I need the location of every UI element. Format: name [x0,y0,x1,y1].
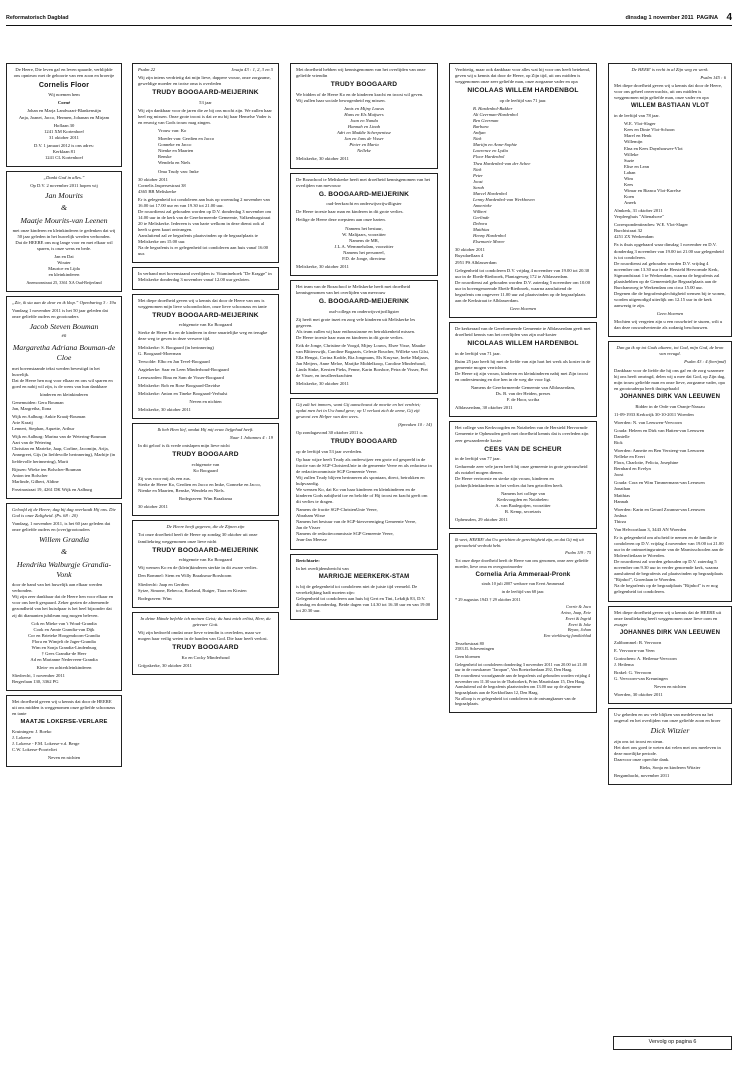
body-text: zijn ons tot troost en steun. Het doet ons goed te weten dat velen met ons meeleven in deze moeilijke periode. Daarvoor onze oprechte dank. [614,738,721,762]
correspondence-address: Correspondentieadres: W.E. Vlot-Slager Burchtstraat 32 4251 ZX Werkendam [614,222,688,240]
family-line: kinderen en kleinkinderen [40,391,88,397]
signatories: Namens de Gereformeerde Gemeente van Alblasserdam, Ds. B. van der Heiden, preses F. de Hoor, scriba [470,385,576,403]
intro: In het overlijdensbericht van [296,565,349,571]
deceased-name: TRUDY BOOGAARD-MEIJERINK [152,89,259,97]
family-row: Brakel: G. Vervoorn G. Vervoorn-van Kreuningen [614,669,668,681]
family-row: Den Bommel: Siem en Willy Braaksma-Borsboom [138,573,232,579]
deceased-name: NICOLAAS WILLEM HARDENBOL [467,340,579,348]
address: Meliskerke, 30 oktober 2011 [296,263,349,269]
deceased-name: JOHANNES DIRK VAN LEEUWEN [619,393,721,400]
body-text: Ruim 25 jaar heeft hij met de liefde van zijn hart het werk als koster in de gemeente mogen verrichten. De Heere zij zijn vrouw, kinderen en kleinkinderen nabij met Zijn troost en ondersteuning en doe hen in de weg die voor ligt. [455,358,591,383]
signatories: Namens de fractie SGP-ChristenUnie Veere, Abraham Wisse Namens het bestuur van de SGP-kiesvereniging Gemeente Veere, Jan de Visser Namens de redactiecommissie SGP Gemeente Veere, Jean-Jan Meesse [296,507,417,543]
grandchildren-line: Klein- en achterkleinkinderen [36,665,92,670]
spouse-line: echtgenote van Ko Boogaard [178,322,233,328]
intro: Tot onze diepe droefheid heeft de Heere van ons genomen, onze zeer geliefde moeder, lieve oma en overgrootmoeder [455,557,589,569]
child-name: Cornelis Floor [38,82,90,90]
family-row: Gouda: Heleen en Dirk van Hatten-van Leeuwen Danielle Rick [614,427,705,445]
intro: De kerkeraad van de Gereformeerde Gemeente te Alblasserdam geeft met droefheid kennis van het overlijden van zijn oud-koster [455,326,591,338]
age: 53 jaar [199,99,212,105]
deceased-name: NICOLAAS WILLEM HARDENBOL [467,87,579,95]
deceased-name: TRUDY BOOGAARD [330,81,398,89]
spouse-2-name: Margaretha Adriana Bouman-de Cloe [12,343,116,363]
spouse-line: echtgenote van Ko Boogaard [178,557,233,563]
deceased-name: TRUDY BOOGAARD-MEIJERINK [152,546,259,554]
psalm-ref: Psalm 22 [138,67,156,72]
address: Opheusden, 29 oktober 2011 [455,516,508,522]
signatories: Ko en Cocky Minderhoud [181,654,230,660]
family-list: B. Hardenbol-Bakker Ali Geerman-Hardenbol Ben Geerman Barbara Ardjan Niek Martijn en Anne-Sophie Lawrence en Lydia Floor Hardenbol Thea Hardenbol-van der Schee Niek Peter Joost Sarah Marcel Hardenbol Lenny Hardenbol-van Werkhoven Annerieke Wilbert Gerlinde Debora Matthias Henny Hardenbol Elsemarie Moree [473,105,535,245]
ampersand: & [60,547,68,557]
verse: De Heere heeft gegeven, die de Zijnen zijn [166,524,245,530]
new-address: D.V. 1 januari 2012 is ons adres: Kerklaan 81 1241 CL Kortenhoef [34,142,94,160]
verse-ref: Psalm 145 : 6 [700,75,726,81]
address: Anemoonstraat 25, 3361 XA Oud-Beijerland [26,280,102,286]
masthead [6,12,732,26]
ampersand: & [60,203,68,213]
deceased-name: G. BOOGAARD-MEIJERINK [318,298,410,306]
intro: Op zondagavond 30 oktober 2011 is [296,429,363,435]
family-row: Gouda: Cora en Wim Timmermans-van Leeuwen Jonathan Matthias Hannah [614,480,705,504]
continued-label: Vervolg op pagina 6 [648,1039,697,1046]
verse: Heilige de Heere deze roepstem aan onze harten. [296,217,386,223]
family-row: Moeder van: Gerdien en Jacco Gonneke en Jacco Nienke en Maarten Renske Wendela en Niels [158,136,215,166]
verse: De HEER' is recht in al Zijn weg en werk. [631,67,709,72]
family-row: Leeuwarden: Bina en Sam de Visser-Boogaard [138,374,224,380]
date: 30 oktober 2011 [138,504,168,510]
signatories: Namens het bestuur, W. Malijaars, voorzitter Namens de MR, J.L.A. Wemmelsdam, voorzitter Namens het personeel, P.D. de Jonge, directeur [334,225,394,261]
verse-ref: Naar 1 Johannes 4 : 19 [229,435,273,441]
signatory: Bodegraven: Wim Braaksma [178,496,233,502]
signatories: Janis en Mijny Louws Hans en Els Muijsers Joan en Nanda Hannah en Linah Adri en Maddie Scherpenisse Jan en Jans de Visser Pieter en Maria Nelleke [337,105,391,154]
spouse-1-name: Willem Grandia [38,535,90,545]
family-row: Woerden: Karin en Gerard Zwanna-van Leeuwen Joshua Thirza [614,506,705,524]
column-1 [6,63,122,771]
verse-row [138,67,273,73]
closing-line: Geen bloemen [509,305,537,311]
family-row: Wijk en Aalburg: Marina van de Wetering-Bouman Aart van de Wetering Christian en Marieke, Jaap, Corline, Jacomijn, Arija, Annegreet, Gijs (in liefdevolle herinnering), Marhije (in liefdevolle herinnering), Marit [12,434,116,464]
family-row: Genemuiden: Gera Bouman Jan, Margretha, Ilona [12,399,64,411]
age: in de leeftijd van 77 jaar. [455,456,501,462]
family-list: Kruiningen: J. Boeko J. Lokerse J. Lokerse - F.M. Lokerse-v.d. Berge C.W. Lokerse-Poortvliet [12,729,80,753]
intro: Uw gebeden en uw vele blijken van medeleven na het ongeval en het overlijden van onze geliefde zoon en broer [614,712,721,724]
address: Van Helvoortlaan 3, 3443 AN Woerden [614,526,687,532]
verse: De Heere, Die leven gaf en leven spaarde, verblijdde ons opnieuw met de geboorte van een zoon en broertje [13,67,115,79]
family-row: Sliedrecht: Jaap en Gerdien Sytze, Simone, Rebecca, Roeland, Rutger, Tiara en Kirsten [138,581,247,593]
funeral-details: Pa is thuis opgebaard waar dinsdag 1 november en D.V. donderdag 3 november van 19.00 tot 21.00 uur gelegenheid is tot condoleren. De rouwdienst zal gehouden worden D.V. vrijdag 4 november om 13.30 uur in de Hersteld Hervormde Kerk, Sigmondstraat 1 te Werkendam, waarna de begrafenis zal plaatshebben op de Gemeentelijke Begraafplaats aan de Burchamweg te Werkendam om circa 15.00 uur. Degenen die de begrafenisplechtigheid wensen bij te wonen, worden uitgenodigd uiterlijk om 12.15 uur in de kerk aanwezig te zijn. [614,242,726,309]
role-line: oud-leerkracht en onderwijsvrijwilligster [326,201,402,207]
age: in de leeftijd van 68 jaar. [501,589,545,595]
address: Bergambacht, november 2011 [614,772,670,778]
family-row: Aagtekerke: Saar en Leen Minderhoud-Boogaard [138,366,229,372]
family-list: W.E. Vlot-Slager Kees en Dinie Vlot-Schoon Marel en Henk Willemijn Elna en Kees Daynhouwer-Vlot Willeke Suzie Elise en Lean Laban Wim Kees Wimar en Bianca Vlot-Karelse Koen Aneek [624,121,683,206]
signatories: Jan en Dai Wouter Maurice en Lijda en kleinkinderen [48,254,80,278]
address: Hoflaan 30 1241 XM Kortenhoef 31 oktober 2011 [44,122,84,140]
intro: Vandaag, 1 november 2011, is het 60 jaar geleden dat onze geliefde ouders en (over)grootouders [12,520,111,532]
conjunction: en [61,334,67,340]
verse: Dan ga ik op tot Gods altaren, tot God, mijn God, de bron van vreugd. [616,345,724,357]
obituary-boogaard-friends [132,612,279,675]
body-text: Op haar wijze heeft Trudy als onderwijzer een grote rol gespeeld in de fractie van de SGP-ChristenUnie in de gemeente Veere en als redacteur in de redactiecommissie SGP Gemeente Veere. Wij zullen Trudy blijven herinneren als spontaan, direct, betrokken en hulpvaardig. We wensen Ko, dat Ko van haar kinderen en kleinkinderen en de kinderen Gods nabijheid toe en belofde of Hij troost en kracht geeft om dit verlies te dragen. [296,456,432,505]
correction-notice [290,554,438,620]
funeral-details: Gelegenheid tot condoleren D.V. vrijdag 4 november van 19.00 tot 20.30 uur in de Ebeth-Rietbroek, Plantageweg 172 te Alblasserdam. De rouwdienst zal gehouden worden D.V. zaterdag 5 november om 10.00 uur in bovengenoemde Ebeth-Rietbroek, waarna aansluitend de begrafenis om ongeveer 11.00 uur zal plaatsvinden op de begraafplaats aan de Kerkstraat te Alblasserdam. [455,267,591,303]
deceased-name: Cornelia Aria Ammeraal-Pronk [475,571,571,579]
family-row: Bodegraven: Wim [138,595,172,601]
family-row: Meliskerke: Anton en Tineke Boogaard-Verhulst [138,390,228,396]
intro: Verdrietig, maar ook dankbaar voor alles wat hij voor ons heeft betekend, geven wij u kennis dat door de Heere, op Zijn tijd, uit ons midden is weggenomen onze zeer geliefde man, onze zorgzame vader en opa [455,67,591,85]
body-text: Gedurende zeer vele jaren heeft hij onze gemeente in grote getrouwheid als notabel mogen dienen. De Heere vertroeste en sterke zijn vrouw, kinderen en (achter)kleinkinderen in het verlies dat hen getroffen heeft. [455,464,588,488]
body-text: met bovenstaande tekst werden bevestigd in het huwelijk. Dat de Heere hen nog voor elkaar en ons wil sparen en goed en nabij wil zijn, is de wens van hun dankbare [12,365,113,389]
funeral-details: Gelegenheid tot condoleren donderdag 3 november 2011 van 20.00 tot 21.00 uur in de rouwkamer "Jaropan", Van Boetzelaerlaan 292, Den Haag. De rouwdienst voorafgaande aan de begrafenis zal gehouden worden vrijdag 4 november om 11.30 uur in de Thaborkerk, Prins Mauritslaan 15, Den Haag. Aansluitend zal de begrafenis plaatsvinden om 13.00 uur op de algemene begraafplaats aan de Kerkhoflaan 12, Den Haag. Na afloop is er gelegenheid tot condoleren in de ontvangkamer van de begraafplaats. [455,661,591,707]
verse: Ik weet, HEERE! dat Uw gerichten de gerechtigheid zijn, en dat Gij mij uit getrouwheid verdrukt hebt. [455,536,584,548]
column-5 [608,63,732,789]
deceased-name: JOHANNES DIRK VAN LEEUWEN [619,629,721,636]
address: Frezinastraat 19, 4261 DK Wijk en Aalburg [12,486,93,492]
address: Tesselsestraat 80 2583 JL Scheveningen [455,640,494,652]
signatories: Rieks, Sonja en kinderen Witzier [639,764,701,770]
family-row: Woerden: N. van Leeuwen-Vervoorn [614,419,682,425]
body-text: De Heere troeste haar man en kinderen in dit grote verlies. [296,209,404,215]
obituary-lokerse [6,695,122,767]
intro: Met diepe droefheid geven wij u kennis dat door de Heere, voor ons geheel onverwachts, uit ons midden is weggenomen mijn geliefde man, onze vader en opa [614,83,723,101]
anniversary-bouman [6,296,122,499]
address: 30 oktober 2011 Cornelis Jaspersestraat 38 4365 BB Meliskerke [138,176,186,194]
intro: Wij zijn intens verdrietig dat mijn lieve, dappere vrouw, onze zorgzame, geweldige moeder en trotse oma is overleden [138,75,271,87]
address: Grijpskerke, 30 oktober 2011 [138,662,192,668]
age: in de leeftijd van 78 jaar. [614,113,660,119]
deceased-name: G. BOOGAARD-MEIJERINK [318,190,410,198]
closing-line: Neven en nichten [189,398,222,404]
spouse-1-name: Jan Mourits [45,191,83,201]
deceased-name: TRUDY BOOGAARD [172,643,239,651]
intro: Met droefheid hebben wij kennisgenomen van het overlijden van onze geliefde vriendin [296,67,426,79]
birth-announcement-floor [6,63,122,167]
intro: Met droefheid geven wij u kennis dat door de HEERE uit ons midden is weggenomen onze geliefde schoonzus en tante [12,699,116,717]
verse: „Dankt God in alles.” [43,174,85,180]
deceased-name: WILLEM BASTIAAN VLOT [631,103,709,110]
call-name-intro: Wij noemen hem [48,92,80,98]
intro: Vandaag 1 november 2011 is het 50 jaar geleden dat onze geliefde ouders en grootouders [12,308,108,320]
deceased-name: TRUDY BOOGAARD [172,451,239,459]
page-number: 4 [726,11,732,23]
intro: Met diepe droefheid geven wij u kennis dat door de Heere van ons is weggenomen mijn lieve schoondochter, onze lieve schoonzus en tante [138,297,267,309]
intro: Wij zijn bedroefd omdat onze lieve vriendin is overleden, maar we mogen haar veilig weten in de handen van God. Die haar heeft verlost. [138,629,268,641]
family-row: Woerden: Annette en Ben Versteeg-van Leeuwen Nelleke en Evert Flora, Charlotte, Felicia, Josephine Bernhard en Evelyn Joost [614,448,705,478]
family-row: Zaltbommel: B. Vervoorn [614,639,662,645]
deceased-name: TRUDY BOOGAARD-MEIJERINK [152,311,259,319]
verse: In deine Hände befehle ich meinen Geist; du hast mich erlöst, Herr, du getreuer Gott. [140,615,271,627]
verse: „Zie, ik sta aan de deur en ik klop.” Openbaring 3 : 19a [12,300,116,305]
obituary-boogaard-family [132,63,279,263]
address: Meliskerke, 30 oktober 2011 [296,156,349,162]
spouse-line: echtgenote van Ko Boogaard [191,461,220,474]
family-row: Rijssen: Wieke ten Bolscher-Bouman Anton ten Bolscher Marlinde, Gilbert, Aldine [12,466,81,484]
intro: De Bozachool te Meliskerke heeft met droefheid kennisgenomen van het overlijden van mevrouw [296,176,431,188]
body-text: Wij zijn dankbaar voor de jaren die ze bij ons mocht zijn. We zullen haar heel erg missen. Onze grote troost is dat ze nu bij haar Hemelse Vader is en eeuwig van Gods trouw mag zingen. [138,107,272,126]
family-row: Gorinchem: A. Heilema-Vervoorn J. Heilema [614,655,677,667]
age: op de leeftijd van 53 jaar overleden. [296,448,363,454]
obituary-boogaard-cousin [132,423,279,516]
family-list: Corrie & Jaco Arina, Jaap, Evie Evert & Ingrid Evert & Joke Bryan, Johan Een vierkleurig familieblad [543,604,591,638]
obituary-school-team [290,280,438,394]
obituary-boogaard-friends-2 [290,63,438,169]
deceased-name: MARRIGJE MEERKERK-STAM [318,573,410,580]
family-row: Terwolde: Elbo en Jan Tevel-Boogaard [138,358,210,364]
verse-ref: (Spreuken 10 : 14) [397,421,432,427]
obituary-hardenbol-church [449,322,597,417]
obituary-boogaard-braaksma [132,520,279,607]
obituary-sgp-fraction [290,398,438,550]
intro: Het team van de Bozachool te Meliskerke heeft met droefheid kennisgenomen van het overlijden van mevrouw [296,283,411,296]
body-text: We bidden of de Heere Ko en de kinderen kracht en troost wil geven. Wij zullen haar sociale bewogenheid erg missen. [296,91,424,103]
body-text: Sterke de Heere Ko en de kinderen in deze smartelijke weg en terugke deze weg te geven in deze verwere tijd. [138,330,268,342]
deceased-name: MAATJE LOKERSE-VERLARE [20,719,108,726]
closure-notice [132,267,279,289]
obituary-van-de-scheur [449,421,597,529]
deceased-name: Dick Witzier [650,726,690,736]
verse: Gij zult het immers, want Gij aanschouwt de moeite en het verdriet; opdat men het in Uw hand geve; op U verlaat zich de arme, Gij zijt geweest een Helper van den wees. [296,401,421,419]
address: 30 oktober 2011 Ruysdaellaan 4 2951 PS Alblasserdam [455,247,497,265]
verse: Geloofd zij de Heere; dag bij dag overlaadt Hij ons. Die God is onze Zaligheid. (Ps. 68 : 20) [12,506,116,518]
address: Sliedrecht, 1 november 2011 Bergerlaan 130, 3362 PG [12,673,65,685]
funeral-details: Er is gelegenheid om afscheid te nemen en de familie te condoleren op D.V. vrijdag 4 november van 19.00 tot 21.00 uur in de ontmoetingsruimte van de Marnixschoolen aan de Molenvlietlaan te Woerden. De rouwdienst zal worden gehouden op D.V. zaterdag 5 november om 9.30 uur in verder genoemde kerk, waarna aansluitend de begrafenis zal plaatsvinden op begraafplaats "Rijnhof", Groenlaan te Woerden. Na de begrafenis op de begraafplaats "Rijnhof" is er nog gelegenheid tot condoleren. [614,534,724,595]
intro: Het college van Kerkvoogden en Notabelen van de Hersteld Hervormde Gemeente te Opheusden geeft met droefheid kennis dat is overleden zijn zeer gewaardeerde koster [455,425,589,443]
address: Woerden, 30 oktober 2011 [614,692,663,698]
family-row: Meliskerke: S. Boogaard (in herinnering) G. Boogaard-Moerman [138,344,214,356]
intro: Dankbaar voor de liefde die hij ons gaf en de zorg waarmee hij ons heeft omringd, delen wij u mee dat God, op Zijn dag, mijn trouw geliefde man en onze lieve, zorgzame vader, opa en grootouderpa heeft thuisgehaald [614,367,726,391]
thanks-witzier [608,708,732,785]
verse: Jesaja 43 : 1, 2, 3 en 5 [231,67,273,72]
family-list: Cok en Mieke van 't Woud-Grandia Cook en Annie Grandia-van Dijk Cor en Brieteke Hoogendoorn-Grandia Flora en Wimjelt de Jager-Grandia Wim en Sonja Grandia-Lindenburg † Gees Grandia-de Heer Ad en Marianne Nederveen-Grandia [28,620,100,662]
body-text: met onze kinderen en kleinkinderen te gedenken dat wij 50 jaar geleden in het huwelijk werden verbonden. Dat de HEERE ons nog lange voor en met elkaar wil sparen, is onze wens en bede. [12,227,116,252]
anniversary-mourits [6,171,122,292]
column-2 [132,63,279,679]
column-3 [290,63,438,624]
intro: In dit geloof is ik vrede ontslapen mijn lieve nicht [138,443,230,449]
notice-title: Berichtarie: [296,557,320,563]
closing-line: Neven en nichten [47,755,81,761]
family-row: Neven en nichten [653,683,687,689]
family-row: Oma Trudy van: Imke [158,168,199,174]
intro: Tot onze droefheid heeft de Heere op zondag 30 oktober uit onze familiekring weggenomen onze lieve nicht [138,532,258,544]
obituary-boogaard-inlaws [132,294,279,420]
call-name: Corné [57,100,71,106]
spouse-2-name: Maatje Mourits-van Leenen [20,215,108,225]
team-members: Erik de Jonge, Christine de Voogd, Mijny Louws, Elsee Visse, Maaike van Blitterswijk, Caroline Bogaarts, Celeste Boucher, Willeke van Gilst, Ella Hengst, Corina Kodde, Ria Jongmans, Els Kruysse, Ineke Maljaars, Jan Meijers, Anne Meloe, Marijke Middelkoop, Caroline Minderhoud, Linda Sinke, Kersten Pieks, Fenne, Karin Borsboe, Petra de Visser, Piet de Visser, en invalleerkrachten [296,343,430,379]
obituary-ammeraal [449,533,597,713]
verse-ref: Psalm 43 : 4 (berijmd) [684,359,726,365]
address: Meliskerke, 30 oktober 2011 [138,407,191,413]
closing-line: Geen bloemen [455,653,480,659]
signatories: Namens het college van Kerkvoogden en Notabelen: A. van Baalegoijen, voorzitter B. Kemp, secretaris [495,490,551,514]
family-row: Wijk en Aalburg: Ankie Kraaij-Bouman Arie Kraaij Lennert, Stephan, Aquette, Arthur [12,414,86,432]
obituary-van-leeuwen-family [608,341,732,601]
column-4 [449,63,597,717]
body-text: In verband met bovenstaand overlijden is: Vitaminehoek "De Kragge" in Meliskerke donderdag 3 november vanaf 12.00 uur gesloten. [138,271,272,283]
page-date: dinsdag 1 november 2011 PAGINA [625,14,718,21]
body-text: Zij heeft met grote inzet en zorg vele kinderen uit Meliskerke les gegeven. Als team zullen wij haar enthousiasme en betrokkenheid missen. De Heere troeste haar man en kinderen in dit grote verlies. [296,316,416,341]
publication-name: Reformatorisch Dagblad [6,14,69,21]
intro: Op D.V. 2 november 2011 hopen wij [30,183,98,189]
family-row: Vrouw van: Ko [158,128,187,134]
family-row: Meliskerke: Rob en Rose Boogaard-Davidse [138,382,221,388]
verse: Ik heb Hem lief, omdat Hij mij eeuw liefgehad heeft. [157,427,254,433]
body-text: Zij was voor mij als een zus. Sterke de Heere Ko, Gerdien en Jacco en Imke, Gonneke en Jacco, Nienke en Maarten, Renske, Wendela en Niels. [138,476,261,494]
role-line: oud-collega en onderwijsvrijwilligster [328,308,400,314]
spouse-1-name: Jacob Steven Bouman [29,322,99,332]
anniversary-grandia [6,503,122,691]
intro: Met diepe droefheid geven wij u kennis dat de HEERE uit onze familiekring heeft weggenomen onze lieve oom en zwager [614,609,722,627]
deceased-name: CEES VAN DE SCHEUR [484,445,562,453]
honour-line: Ridder in de Orde van Oranje-Nassau [635,403,705,409]
parents: Johan en Marja Landwaart-Blankenstijn Anja, Joanet, Jacco, Hermen, Johanan en Mirjam [18,108,110,120]
obituary-van-leeuwen-inlaws [608,606,732,705]
spouse-2-name: Hendrika Walburgje Grandia-Vonk [16,559,112,579]
note: Mochten wij vergeten zijn u een rouwbrief te sturen, wilt u dan deze rouwadvertentie als zodanig beschouwen. [614,319,723,331]
address: Meliskerke, 30 oktober 2011 [296,381,349,387]
widow-line: sinds 10 juli 2007 weduwe van Evert Ammeraal [481,581,565,587]
life-dates: * 29 augustus 1943 † 29 oktober 2011 [455,596,521,602]
age: in de leeftijd van 71 jaar. [455,350,501,356]
body-text: is bij de gelegenheid tot condoleren niet de juiste tijd vermeld. De verrekelijking hadt moeten zijn: Gelegenheid tot condoleren aan huis bij Gert en Tini, Lekdijk 83, D.V. dinsdag en donderdag. Beide dagen van 14.30 tot 16.30 uur en van 19.00 tot 20.30 uur. [296,583,431,613]
closing-line: Geen bloemen [656,311,684,317]
address: Alblasserdam, 30 oktober 2011 [455,405,513,411]
family-row: E. Vervoorn-van Veen [614,647,655,653]
obituary-vlot [608,63,732,337]
obituary-hardenbol-family [449,63,597,318]
address: Almkerk, 31 oktober 2011 Verpleeghuis "Altenahove" [614,208,665,220]
continued-link[interactable] [613,1036,732,1050]
deceased-name: TRUDY BOOGAARD [330,437,398,445]
age: op de leeftijd van 71 jaar. [499,97,547,103]
funeral-details: Er is gelegenheid tot condoleren aan huis op woensdag 2 november van 16.00 tot 17.00 uur en van 19.30 tot 21.00 uur. De rouwdienst zal gehouden worden op D.V. donderdag 3 november om 14.00 uur in de kerk van de Gereformeerde Gemeente, Valkenburgstraat 20 te Meliskerke. Iedereen is van harte welkom in deze dienst ook al heeft u geen kaart ontvangen. Aansluitend zal ze begrafenis plaatsvinden op de begraafplaats te Meliskerke om 15.00 uur. Na de begrafenis is er gelegenheid tot condoleren aan huis vanaf 16.00 uur. [138,196,272,257]
obituary-school-board [290,173,438,276]
body-text: door de band van het huwelijk aan elkaar werden verbonden. Wij zijn zeer dankbaar dat de Heere hen voor elkaar en voor ons heeft gespaard. Zeker gezien de afnemende gezondheid van het huisdpaar is het heel bijzonder dat zij dit diamanten jubileum nog mogen beleven. [12,582,114,618]
verse-ref: Psalm 119 : 75 [565,550,591,556]
body-text: Wij wensen Ko en de (klein)kinderen sterkte in dit zware verlies. [138,565,258,571]
life-dates: 11-09-1933 Kerkwijk 30-10-2011 Woerden [614,411,694,417]
